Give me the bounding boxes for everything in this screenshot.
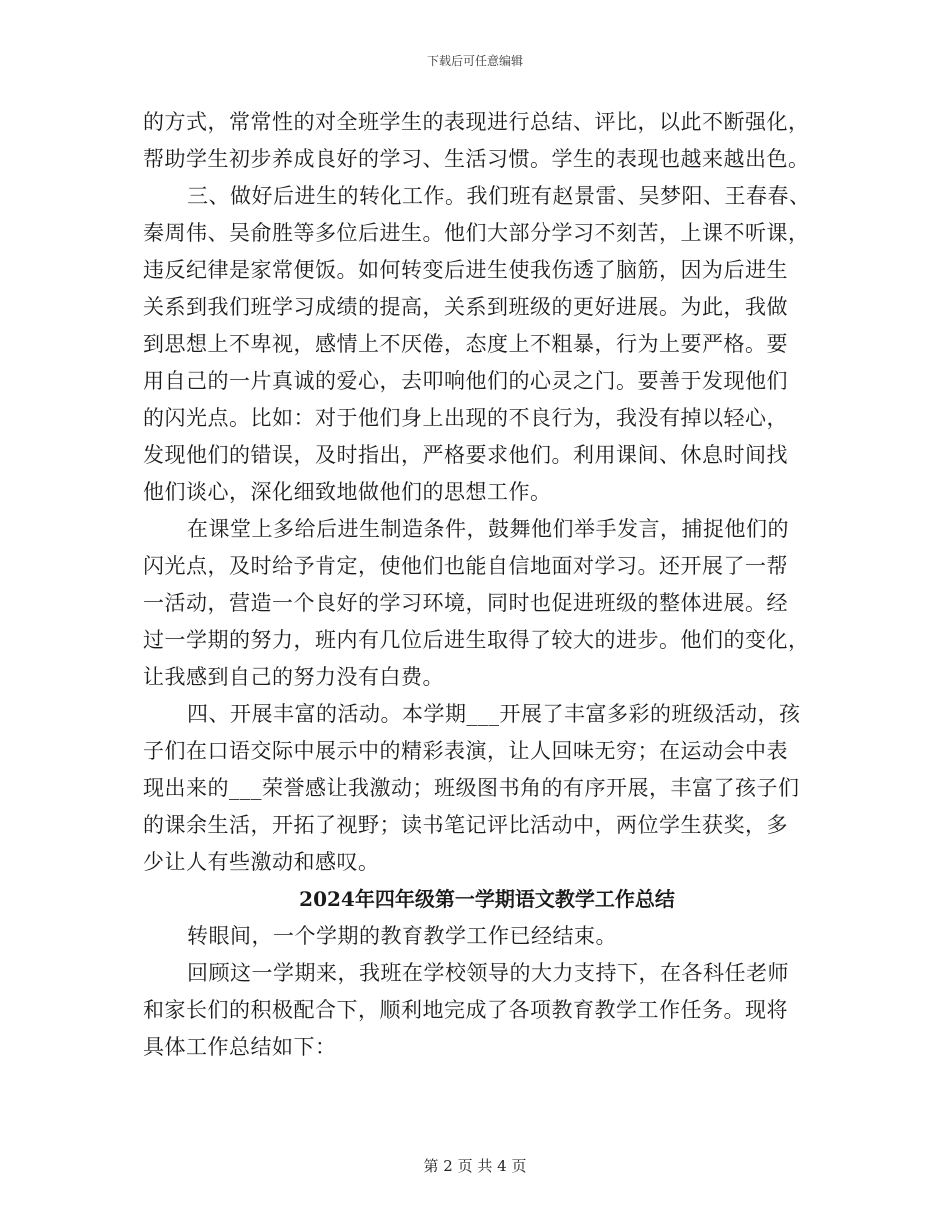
text-line: 转眼间，一个学期的教育教学工作已经结束。 bbox=[187, 924, 617, 948]
text-line: 到思想上不卑视，感情上不厌倦，态度上不粗暴，行为上要严格。要 bbox=[143, 332, 788, 356]
text-line: 的闪光点。比如：对于他们身上出现的不良行为，我没有掉以轻心， bbox=[143, 406, 788, 430]
text-line: 违反纪律是家常便饭。如何转变后进生使我伤透了脑筋，因为后进生 bbox=[143, 258, 788, 282]
paragraph bbox=[143, 955, 811, 1066]
text-line: 少让人有些激动和感叹。 bbox=[143, 850, 380, 874]
text-line: 发现他们的错误，及时指出，严格要求他们。利用课间、休息时间找 bbox=[143, 443, 788, 467]
text-line: 和家长们的积极配合下，顺利地完成了各项教育教学工作任务。现将 bbox=[143, 998, 788, 1022]
text-line: 的方式，常常性的对全班学生的表现进行总结、评比，以此不断强化， bbox=[143, 110, 810, 134]
text-line: 三、做好后进生的转化工作。我们班有赵景雷、吴梦阳、王春春、 bbox=[187, 184, 811, 208]
text-line: 一活动，营造一个良好的学习环境，同时也促进班级的整体进展。经 bbox=[143, 591, 788, 615]
paragraph bbox=[143, 918, 811, 955]
paragraph bbox=[143, 178, 811, 511]
text-line: 在课堂上多给后进生制造条件，鼓舞他们举手发言，捕捉他们的 bbox=[187, 517, 789, 541]
text-line: 关系到我们班学习成绩的提高，关系到班级的更好进展。为此，我做 bbox=[143, 295, 788, 319]
section-title: 2024年四年级第一学期语文教学工作总结 bbox=[299, 887, 675, 911]
text-line: 子们在口语交际中展示中的精彩表演，让人回味无穷；在运动会中表 bbox=[143, 739, 788, 763]
text-line: 用自己的一片真诚的爱心，去叩响他们的心灵之门。要善于发现他们 bbox=[143, 369, 788, 393]
text-line: 帮助学生初步养成良好的学习、生活习惯。学生的表现也越来越出色。 bbox=[143, 147, 810, 171]
text-line: 回顾这一学期来，我班在学校领导的大力支持下，在各科任老师 bbox=[187, 961, 789, 985]
paragraph bbox=[143, 511, 811, 696]
page-number: 第 2 页 共 4 页 bbox=[423, 1157, 527, 1175]
text-line: 具体工作总结如下： bbox=[143, 1035, 337, 1059]
page-header: 下载后可任意编辑 bbox=[426, 54, 523, 68]
document-body bbox=[143, 104, 811, 1066]
text-line: 过一学期的努力，班内有几位后进生取得了较大的进步。他们的变化， bbox=[143, 628, 810, 652]
paragraph bbox=[143, 104, 811, 178]
text-line: 四、开展丰富的活动。本学期___开展了丰富多彩的班级活动，孩 bbox=[187, 702, 801, 726]
text-line: 他们谈心，深化细致地做他们的思想工作。 bbox=[143, 480, 552, 504]
text-line: 让我感到自己的努力没有白费。 bbox=[143, 665, 444, 689]
paragraph bbox=[143, 696, 811, 881]
text-line: 的课余生活，开拓了视野；读书笔记评比活动中，两位学生获奖，多 bbox=[143, 813, 788, 837]
text-line: 闪光点，及时给予肯定，使他们也能自信地面对学习。还开展了一帮 bbox=[143, 554, 788, 578]
text-line: 秦周伟、吴俞胜等多位后进生。他们大部分学习不刻苦，上课不听课， bbox=[143, 221, 810, 245]
text-line: 现出来的___荣誉感让我激动；班级图书角的有序开展，丰富了孩子们 bbox=[143, 776, 800, 800]
